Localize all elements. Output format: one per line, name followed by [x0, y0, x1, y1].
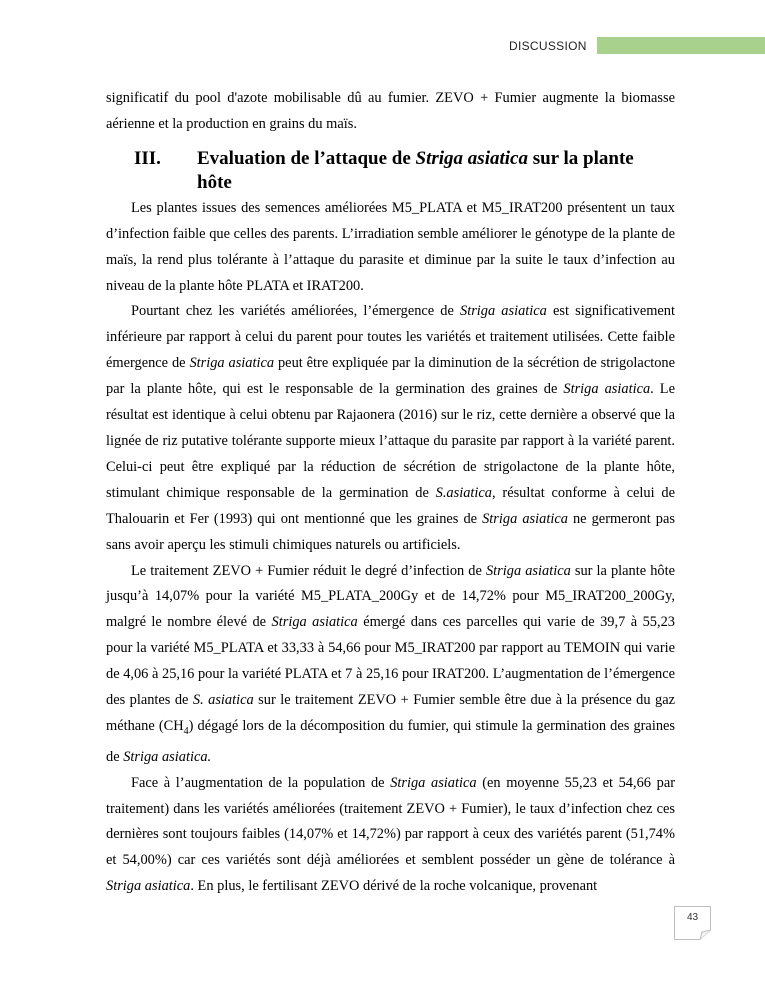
p4-text-3: . En plus, le fertilisant ZEVO dérivé de la roche volcanique, provenant	[190, 878, 598, 895]
paragraph-4	[106, 771, 675, 901]
section-heading	[134, 147, 675, 195]
paragraph-2	[106, 299, 675, 558]
paragraph-1: Les plantes issues des semences améliorées M5_PLATA et M5_IRAT200 présentent un taux d’infection faible que celles des parents. L’irradiation semble améliorer le génotype de la plante de maïs, la rend plus tolérante à l’attaque du parasite et diminue par la suite le taux d’infection au niveau de la plante hôte PLATA et IRAT200.	[106, 199, 675, 294]
p3-text-3: émergé dans ces parcelles qui varie de 39,7 à 55,23 pour la variété M5_PLATA et 33,33 à 54,66 pour M5_IRAT200 par rapport au TEMOIN qui varie de 4,06 à 25,16 pour la variété PLATA et 7 à 25,16 pour IRAT200. L’augmentation de l’émergence des plantes de	[106, 614, 675, 709]
p2-italic-4: S.asiatica	[435, 484, 493, 501]
p3-italic-1: Striga asiatica	[485, 562, 571, 579]
p4-italic-1: Striga asiatica	[390, 774, 477, 791]
methane-subscript: 4	[183, 725, 189, 737]
p2-text-1: Pourtant chez les variétés améliorées, l’émergence de	[131, 303, 460, 320]
p3-italic-4: Striga asiatica.	[123, 748, 212, 765]
p2-italic-3: Striga asiatica	[563, 381, 651, 398]
p2-italic-2: Striga asiatica	[189, 355, 275, 372]
p3-text-1: Le traitement ZEVO + Fumier réduit le degré d’infection de	[131, 562, 486, 579]
section-title-part1: Evaluation de l’attaque de	[197, 147, 416, 169]
p4-text-2: (en moyenne 55,23 et 54,66 par traitement) dans les variétés améliorées (traitement ZEVO + Fumier), le taux d’infection chez ces dernières sont toujours faibles (14,07% et 14,72%) par rapport à ceux des variétés parent (51,74% et 54,00%) car ces variétés sont déjà améliorées et semblent posséder un gène de tolérance à	[106, 774, 675, 869]
p3-text-2: sur la plante hôte jusqu’à 14,07% pour la variété M5_PLATA_200Gy et de 14,72% pour M5_IRAT200_200Gy, malgré le nombre élevé de	[106, 562, 675, 631]
p4-italic-2: Striga asiatica	[106, 878, 191, 895]
section-title-part2: sur la plante hôte	[197, 147, 634, 193]
paragraph-3	[106, 559, 675, 771]
p4-text-1: Face à l’augmentation de la population de	[131, 774, 391, 791]
intro-paragraph: significatif du pool d'azote mobilisable dû au fumier. ZEVO + Fumier augmente la biomasse aérienne et la production en grains du maïs.	[106, 90, 675, 132]
header-accent-bar	[597, 37, 765, 54]
p3-text-5: ) dégagé lors de la décomposition du fumier, qui stimule la germination des graines de	[106, 717, 676, 765]
p3-italic-2: Striga asiatica	[271, 614, 358, 631]
p3-text-4: sur le traitement ZEVO + Fumier semble être due à la présence du gaz méthane (CH	[106, 692, 675, 734]
page-number: 43	[686, 912, 699, 923]
p2-text-6: ne germeront pas sans avoir aperçu les stimuli chimiques naturels ou artificiels.	[106, 510, 675, 553]
section-number: III.	[134, 147, 161, 169]
section-title-italic: Striga asiatica	[415, 147, 528, 169]
running-header-label: DISCUSSION	[509, 39, 587, 53]
p3-italic-3: S. asiatica	[192, 692, 254, 709]
p2-text-5: , résultat conforme à celui de Thalouarin et Fer (1993) qui ont mentionné que les graines de	[106, 484, 675, 527]
p2-text-2: est significativement inférieure par rapport à celui du parent pour toutes les variétés et traitement utilisées. Cette faible émergence de	[106, 303, 675, 372]
p2-text-3: peut être expliquée par la diminution de la sécrétion de strigolactone par la plante hôte, qui est le responsable de la germination des graines de	[106, 355, 675, 398]
p2-italic-5: Striga asiatica	[482, 510, 568, 527]
page-body	[106, 86, 675, 900]
p2-text-4: . Le résultat est identique à celui obtenu par Rajaonera (2016) sur le riz, cette dernière a observé que la lignée de riz putative tolérante supporte mieux l’attaque du parasite par rapport à la variété parent. Celui-ci peut être expliqué par la réduction de sécrétion de strigolactone de la plante hôte, stimulant chimique responsable de la germination de	[106, 381, 675, 501]
p2-italic-1: Striga asiatica	[460, 303, 547, 320]
